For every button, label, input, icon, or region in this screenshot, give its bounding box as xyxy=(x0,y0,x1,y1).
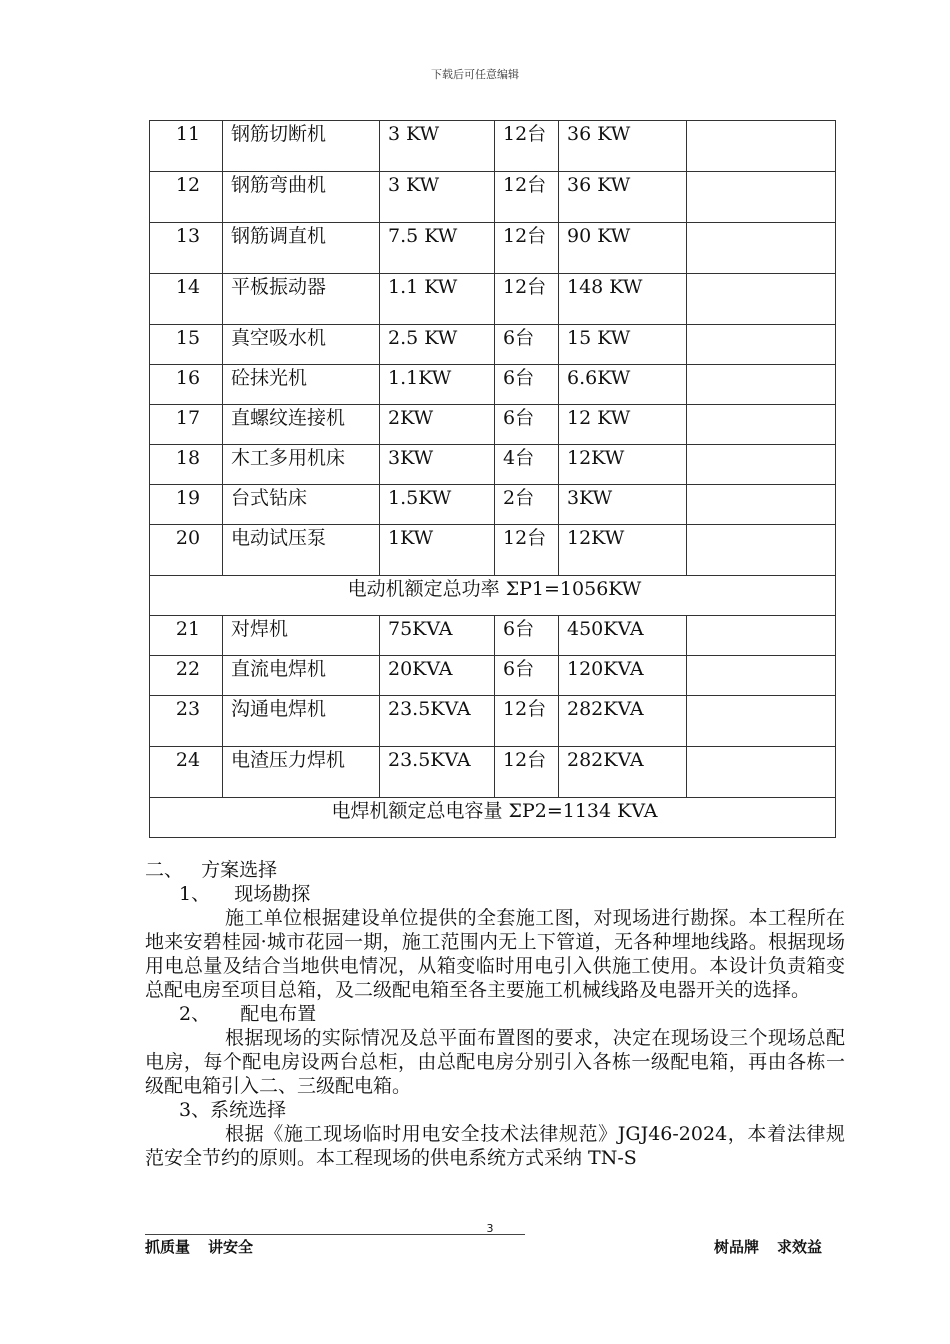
cell-name: 台式钻床 xyxy=(223,485,380,525)
cell-note xyxy=(687,696,836,747)
paragraph: 施工单位根据建设单位提供的全套施工图，对现场进行勘探。本工程所在地来安碧桂园·城市花园一期，施工范围内无上下管道，无各种埋地线路。根据现场用电总量及结合当地供电情况，从箱变临时用电引入供施工使用。本设计负责箱变总配电房至项目总箱，及二级配电箱至各主要施工机械线路及电器开关的选择。 xyxy=(145,907,845,1001)
cell-total: 36 KW xyxy=(559,121,687,172)
cell-quantity: 12台 xyxy=(495,525,559,576)
table-row xyxy=(150,485,836,525)
subsection-title: 配电布置 xyxy=(240,1003,317,1025)
cell-total: 12 KW xyxy=(559,405,687,445)
cell-note xyxy=(687,223,836,274)
cell-number: 24 xyxy=(150,747,223,798)
cell-name: 直螺纹连接机 xyxy=(223,405,380,445)
cell-quantity: 12台 xyxy=(495,121,559,172)
cell-power: 3KW xyxy=(380,445,495,485)
cell-number: 20 xyxy=(150,525,223,576)
cell-total: 36 KW xyxy=(559,172,687,223)
cell-total: 12KW xyxy=(559,445,687,485)
cell-number: 23 xyxy=(150,696,223,747)
cell-quantity: 6台 xyxy=(495,325,559,365)
cell-power: 75KVA xyxy=(380,616,495,656)
slogan-text: 讲安全 xyxy=(208,1238,254,1256)
cell-number: 14 xyxy=(150,274,223,325)
cell-power: 2KW xyxy=(380,405,495,445)
cell-number: 16 xyxy=(150,365,223,405)
subsection-number: 2、 xyxy=(179,1003,211,1025)
cell-quantity: 6台 xyxy=(495,656,559,696)
paragraph: 根据《施工现场临时用电安全技术法律规范》JGJ46-2024，本着法律规范安全节约的原则。本工程现场的供电系统方式采纳 TN-S xyxy=(145,1123,845,1169)
cell-total: 450KVA xyxy=(559,616,687,656)
cell-note xyxy=(687,747,836,798)
body-text xyxy=(145,858,845,1170)
cell-number: 21 xyxy=(150,616,223,656)
slogan-text: 树品牌 xyxy=(714,1238,760,1256)
table-row xyxy=(150,405,836,445)
cell-quantity: 4台 xyxy=(495,445,559,485)
section-number: 二、 xyxy=(145,859,184,881)
cell-name: 平板振动器 xyxy=(223,274,380,325)
cell-name: 电动试压泵 xyxy=(223,525,380,576)
cell-name: 对焊机 xyxy=(223,616,380,656)
cell-note xyxy=(687,616,836,656)
table-total-row xyxy=(150,798,836,838)
total-cell: 电焊机额定总电容量 ΣP2=1134 KVA xyxy=(150,798,836,838)
cell-total: 6.6KW xyxy=(559,365,687,405)
cell-quantity: 12台 xyxy=(495,274,559,325)
cell-name: 钢筋切断机 xyxy=(223,121,380,172)
table-row xyxy=(150,223,836,274)
cell-quantity: 2台 xyxy=(495,485,559,525)
subsection-3-heading: 3、系统选择 xyxy=(179,1099,287,1121)
cell-power: 1KW xyxy=(380,525,495,576)
cell-total: 120KVA xyxy=(559,656,687,696)
table-row xyxy=(150,121,836,172)
cell-note xyxy=(687,485,836,525)
cell-power: 1.5KW xyxy=(380,485,495,525)
cell-power: 23.5KVA xyxy=(380,747,495,798)
cell-total: 3KW xyxy=(559,485,687,525)
cell-number: 18 xyxy=(150,445,223,485)
cell-quantity: 6台 xyxy=(495,365,559,405)
table-total-row xyxy=(150,576,836,616)
cell-name: 钢筋调直机 xyxy=(223,223,380,274)
subsection-1-heading xyxy=(145,882,845,906)
header-note: 下载后可任意编辑 xyxy=(431,68,519,81)
cell-name: 真空吸水机 xyxy=(223,325,380,365)
footer-divider xyxy=(145,1234,525,1235)
cell-number: 13 xyxy=(150,223,223,274)
slogan-text: 抓质量 xyxy=(145,1238,191,1256)
section-heading xyxy=(145,858,845,882)
cell-name: 钢筋弯曲机 xyxy=(223,172,380,223)
paragraph: 根据现场的实际情况及总平面布置图的要求，决定在现场设三个现场总配电房，每个配电房设两台总柜，由总配电房分别引入各栋一级配电箱，再由各栋一级配电箱引入二、三级配电箱。 xyxy=(145,1027,845,1097)
cell-note xyxy=(687,405,836,445)
cell-name: 沟通电焊机 xyxy=(223,696,380,747)
cell-name: 直流电焊机 xyxy=(223,656,380,696)
cell-power: 1.1 KW xyxy=(380,274,495,325)
table-row xyxy=(150,325,836,365)
cell-total: 90 KW xyxy=(559,223,687,274)
cell-name: 砼抹光机 xyxy=(223,365,380,405)
table-row xyxy=(150,172,836,223)
table-row xyxy=(150,445,836,485)
cell-power: 23.5KVA xyxy=(380,696,495,747)
cell-power: 1.1KW xyxy=(380,365,495,405)
cell-quantity: 12台 xyxy=(495,696,559,747)
table-row xyxy=(150,274,836,325)
cell-note xyxy=(687,525,836,576)
table-row xyxy=(150,525,836,576)
cell-power: 3 KW xyxy=(380,172,495,223)
cell-name: 木工多用机床 xyxy=(223,445,380,485)
cell-note xyxy=(687,325,836,365)
cell-power: 3 KW xyxy=(380,121,495,172)
cell-total: 12KW xyxy=(559,525,687,576)
cell-power: 20KVA xyxy=(380,656,495,696)
subsection-2-heading xyxy=(145,1002,845,1026)
cell-number: 22 xyxy=(150,656,223,696)
table-row xyxy=(150,696,836,747)
cell-power: 7.5 KW xyxy=(380,223,495,274)
subsection-title: 现场勘探 xyxy=(234,883,311,905)
cell-quantity: 6台 xyxy=(495,616,559,656)
footer-slogan-left xyxy=(145,1236,253,1257)
slogan-text: 求效益 xyxy=(777,1238,823,1256)
cell-note xyxy=(687,274,836,325)
cell-quantity: 6台 xyxy=(495,405,559,445)
cell-quantity: 12台 xyxy=(495,172,559,223)
cell-note xyxy=(687,172,836,223)
table-row xyxy=(150,616,836,656)
cell-total: 15 KW xyxy=(559,325,687,365)
cell-note xyxy=(687,445,836,485)
cell-number: 12 xyxy=(150,172,223,223)
cell-note xyxy=(687,656,836,696)
cell-number: 17 xyxy=(150,405,223,445)
page-number: 3 xyxy=(486,1222,494,1235)
cell-number: 19 xyxy=(150,485,223,525)
total-cell: 电动机额定总功率 ΣP1=1056KW xyxy=(150,576,836,616)
cell-total: 148 KW xyxy=(559,274,687,325)
section-title: 方案选择 xyxy=(201,859,278,881)
cell-total: 282KVA xyxy=(559,747,687,798)
equipment-table xyxy=(149,120,836,838)
cell-total: 282KVA xyxy=(559,696,687,747)
cell-power: 2.5 KW xyxy=(380,325,495,365)
cell-quantity: 12台 xyxy=(495,223,559,274)
subsection-number: 1、 xyxy=(179,883,211,905)
cell-note xyxy=(687,365,836,405)
cell-number: 11 xyxy=(150,121,223,172)
table-row xyxy=(150,656,836,696)
table-row xyxy=(150,747,836,798)
cell-number: 15 xyxy=(150,325,223,365)
table-row xyxy=(150,365,836,405)
footer-slogan-right xyxy=(714,1236,822,1257)
cell-note xyxy=(687,121,836,172)
cell-quantity: 12台 xyxy=(495,747,559,798)
cell-name: 电渣压力焊机 xyxy=(223,747,380,798)
